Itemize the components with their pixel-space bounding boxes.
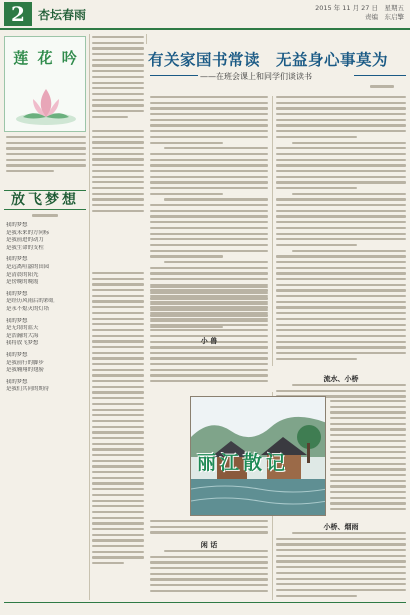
poem-line: 我的梦想 bbox=[6, 290, 28, 297]
essay-col1 bbox=[92, 272, 144, 568]
subsection-heading-3: 流水、小桥 bbox=[323, 374, 359, 383]
poem-line: 我的梦想 bbox=[6, 351, 28, 358]
travel-essay-part1 bbox=[150, 346, 268, 386]
travel-essay-part2 bbox=[150, 520, 268, 537]
feature-headline: 有关家国书常读 无益身心事莫为 bbox=[148, 50, 389, 69]
poem-line: 我将放飞梦想 bbox=[6, 340, 39, 347]
lotus-column-box bbox=[4, 36, 86, 132]
feature-body-col1-top bbox=[92, 130, 144, 215]
section-title: 杏坛春雨 bbox=[38, 8, 87, 22]
editor-line: 责编 东启擎 bbox=[365, 13, 404, 21]
lotus-text-block bbox=[6, 136, 86, 176]
photo-caption: 丽江散记 bbox=[197, 452, 290, 474]
poem-line: 是我前行的脚步 bbox=[6, 359, 44, 366]
feature-body-col3 bbox=[276, 96, 406, 363]
poem-line: 是清晨的阳光 bbox=[6, 271, 39, 278]
subhead-rule-left bbox=[150, 75, 198, 76]
column-divider-left bbox=[89, 34, 90, 600]
issue-date bbox=[315, 4, 404, 22]
poem-line: 我的梦想 bbox=[6, 317, 28, 324]
dream-column-title: 放飞梦想 bbox=[4, 190, 86, 210]
poem-line: 是经历风雨后的彩虹 bbox=[6, 298, 55, 305]
subsection-heading-1: 小 兽 bbox=[200, 336, 218, 345]
column-divider-mid bbox=[272, 96, 273, 366]
poem-line: 是我未来的方向标 bbox=[6, 229, 50, 236]
lotus-column-title: 莲 花 吟 bbox=[13, 49, 79, 67]
poem-line: 是我翱翔的翅膀 bbox=[6, 367, 44, 374]
poem-line: 是我前进的动力 bbox=[6, 237, 44, 244]
dream-author bbox=[4, 212, 86, 219]
travel-essay-part4 bbox=[276, 532, 406, 600]
subhead-rule-right bbox=[354, 75, 406, 76]
poem-line: 我的梦想 bbox=[6, 256, 28, 263]
subsection-heading-4: 小桥、烟雨 bbox=[323, 522, 359, 531]
feature-byline bbox=[370, 84, 394, 90]
date-line: 2015 年 11 月 27 日 星期五 bbox=[315, 4, 404, 12]
poem-line: 我的梦想 bbox=[6, 222, 28, 228]
poem-line: 是我生命的支柱 bbox=[6, 244, 44, 251]
poem-line: 是无垠的蓝天 bbox=[6, 325, 39, 332]
subsection-heading-2: 闲 话 bbox=[200, 540, 218, 549]
poem-line: 是永不熄灭的灯塔 bbox=[6, 305, 50, 312]
page-number: 2 bbox=[4, 2, 32, 26]
column-divider-headline bbox=[146, 34, 147, 44]
poem-line: 我的梦想 bbox=[6, 378, 28, 385]
travel-essay-intro bbox=[150, 286, 268, 332]
poem-line: 是远离喧嚣的田园 bbox=[6, 263, 50, 270]
page-header bbox=[0, 0, 410, 30]
dream-poem bbox=[6, 222, 86, 394]
poem-line: 是傍晚的晚霞 bbox=[6, 279, 39, 286]
page-bottom-rule bbox=[4, 602, 406, 603]
intro-text-block bbox=[92, 36, 144, 121]
lotus-flower-icon bbox=[11, 79, 81, 127]
feature-subheadline: ——在班会课上和同学们谈读书 bbox=[200, 72, 312, 81]
poem-line: 是我们共同的期待 bbox=[6, 386, 50, 393]
poem-line: 是浩瀚的大海 bbox=[6, 332, 39, 339]
travel-essay-part3b bbox=[330, 400, 406, 514]
travel-essay-part2b bbox=[150, 550, 268, 596]
